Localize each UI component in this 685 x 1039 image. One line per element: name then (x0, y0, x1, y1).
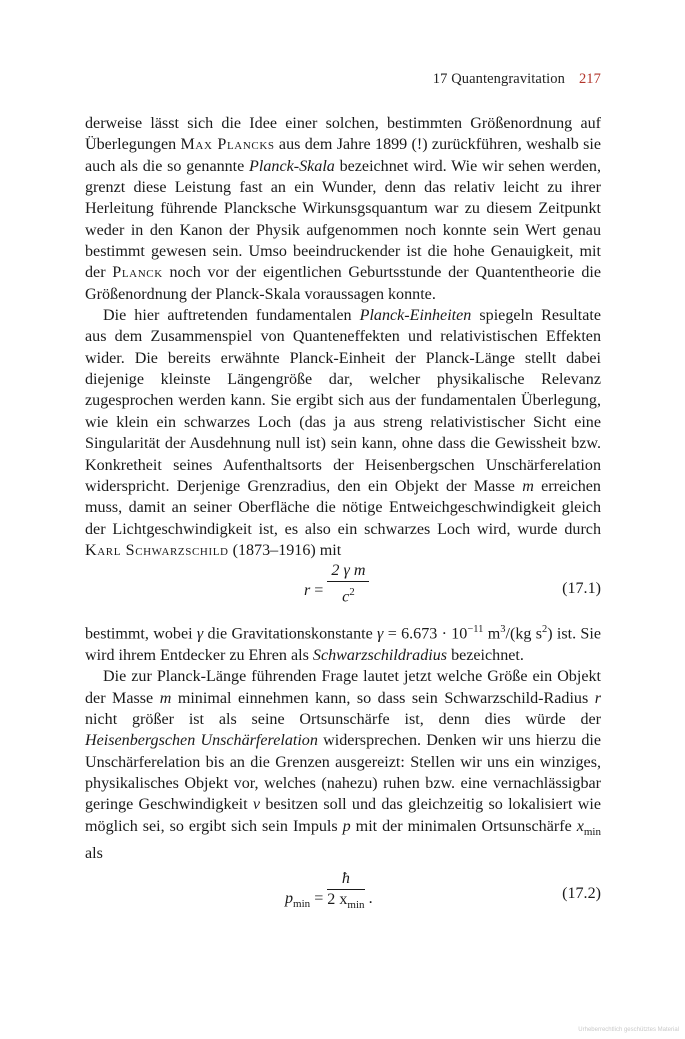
paragraph-3: bestimmt, wobei γ die Gravitationskonstante $\gamma = 6.673 \cdot 10^{-11}$ $m^3/(kg$ $s^2$) ist. Sie wird ihrem Entdecker zu Ehren als Schwarzschildradius bezeichnet. (85, 624, 601, 664)
main-text (85, 113, 601, 925)
watermark: Urheberrechtlich geschütztes Material (578, 1027, 679, 1033)
paragraph-1: derweise lässt sich die Idee einer solchen, bestimmten Größenordnung auf Überlegungen Max Plancks aus dem Jahre 1899 (!) zurückführen, weshalb sie auch als die so genannte Planck-Skala bezeichnet wird. Wie wir sehen werden, grenzt diese Leistung fast an ein Wunder, denn das relativ leicht zu ihrer Herleitung führende Plancksche Wirkunsgsquantum war zu diesem Zeitpunkt weder in den Kanon der Physik aufgenommen noch konnte sein Wert genau bestimmt gewesen sein. Umso beeindruckender ist die hohe Genauigkeit, mit der Planck noch vor der eigentlichen Geburtsstunde der Quantentheorie die Größenordnung der Planck-Skala voraussagen konnte. (85, 115, 602, 303)
running-header (433, 71, 601, 88)
paragraph-4: Die zur Planck-Länge führenden Frage lautet jetzt welche Größe ein Objekt der Masse m minimal einnehmen kann, so dass sein Schwarzschild-Radius r nicht größer ist als seine Ortsunschärfe ist, denn dies würde der Heisenbergschen Unschärferelation widersprechen. Denken wir uns hierzu die Unschärferelation bis an die Grenzen ausgereizt: Stellen wir uns ein winziges, physikalisches Objekt vor, welches (nahezu) ruhen bzw. eine vernachlässigbar geringe Geschwindigkeit v besitzen soll und das gleichzeitig so lokalisiert wie möglich sei, so ergibt sich sein Impuls p mit der minimalen Ortsunschärfe $x_{min}$ als (85, 668, 602, 863)
page-number: 217 (578, 71, 601, 87)
paragraph-2: Die hier auftretenden fundamentalen Planck-Einheiten spiegeln Resultate aus dem Zusammenspiel von Quanteneffekten und relativistischen Effekten wider. Die bereits erwähnte Planck-Einheit der Planck-Länge stellt dabei diejenige kleinste Längengröße dar, welcher physikalische Relevanz zugesprochen werden kann. Sie ergibt sich aus der fundamentalen Überlegung, wie klein ein schwarzes Loch (das ja aus streng relativistischer Sicht eine Singularität der Ausdehnung null ist) sein kann, ohne dass die Gewissheit bzw. Konkretheit seines Aufenthaltsorts der Heisenbergschen Unschärferelation widerspricht. Derjenige Grenzradius, den ein Objekt der Masse m erreichen muss, damit an seiner Oberfläche die nötige Entweichgeschwindigkeit gleich der Lichtgeschwindigkeit ist, es also ein schwarzes Loch wird, wurde durch Karl Schwarzschild (1873–1916) mit (85, 307, 601, 559)
equation-17-2: $p_{min}$ = $\frac{ħ}{2 x_{min}}$ . (17.2) (285, 869, 601, 911)
equation-number: (17.1) (562, 580, 601, 598)
equation-17-1: r = $\frac{\text{2 γ m}}{c^2}$ (17.1) (304, 562, 601, 606)
equation-number: (17.2) (562, 884, 601, 902)
chapter-title: 17 Quantengravitation (432, 71, 565, 87)
